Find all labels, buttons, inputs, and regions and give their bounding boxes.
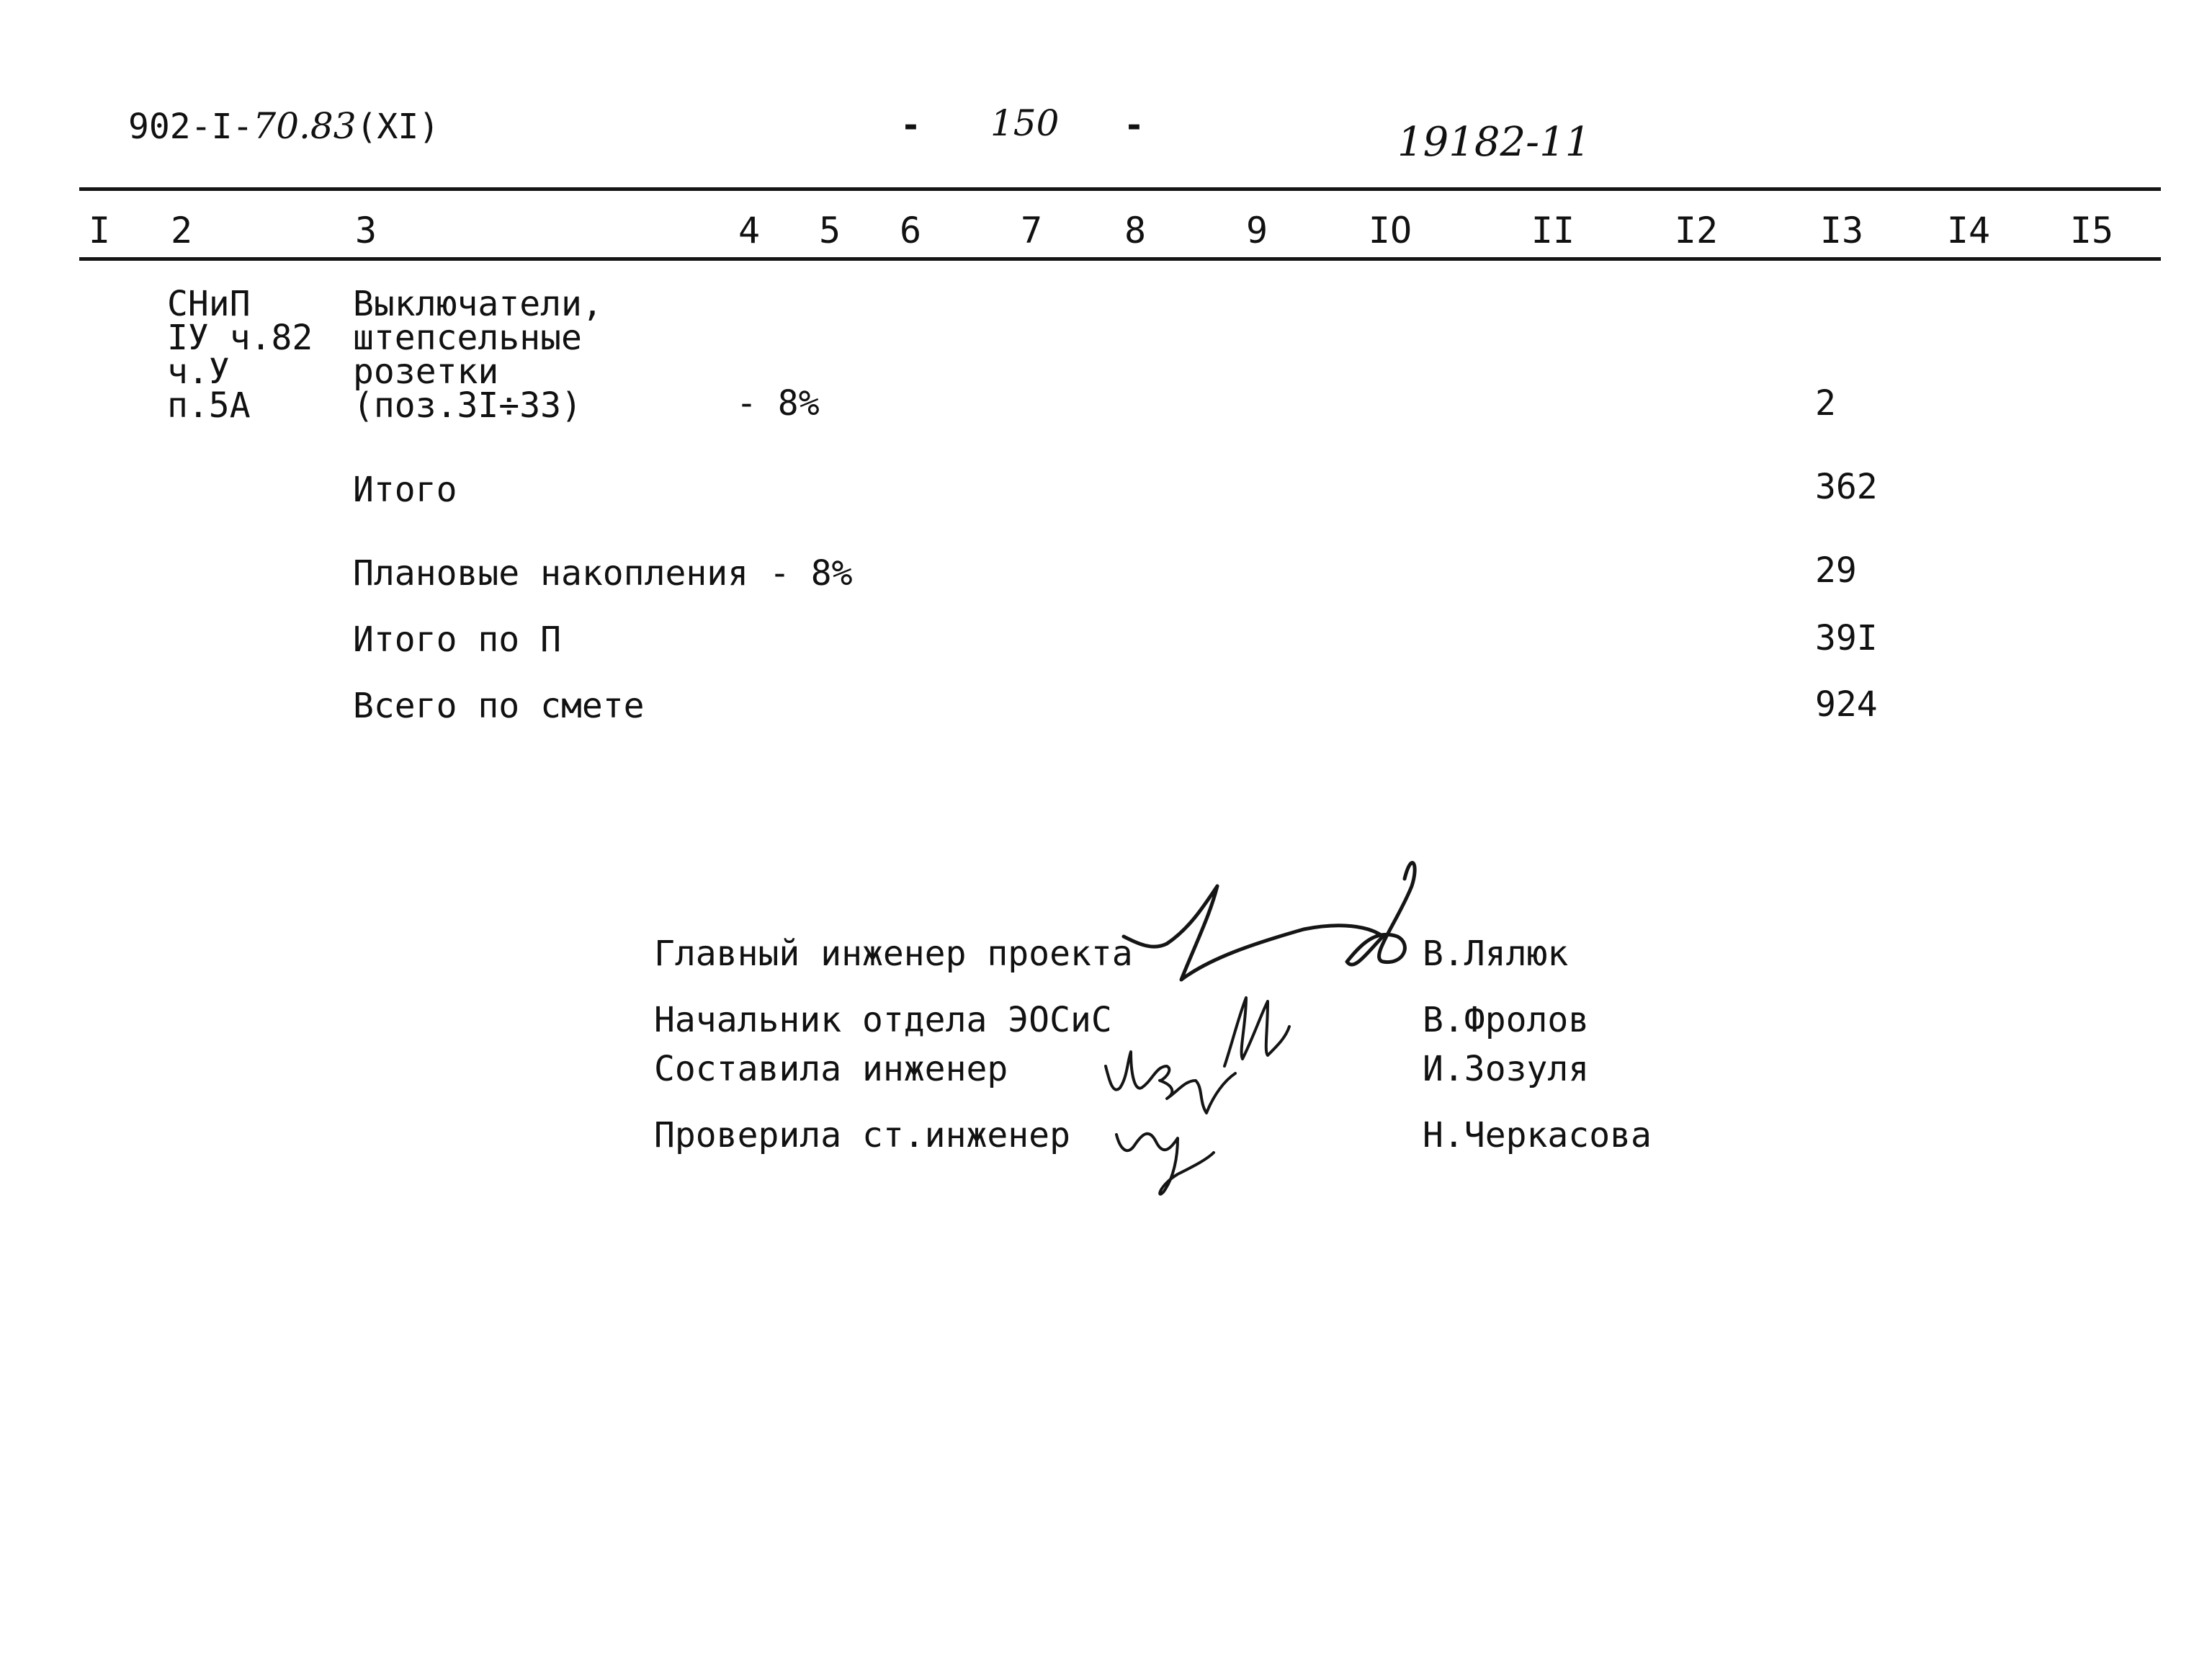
- archive-number: 19182-11: [1397, 119, 1591, 166]
- column-number: I: [88, 210, 111, 251]
- signature-name: В.Лялюк: [1423, 934, 1569, 974]
- signature-name: В.Фролов: [1423, 1000, 1590, 1040]
- column-number: 6: [899, 210, 922, 251]
- column-number: IO: [1368, 210, 1412, 251]
- column-number: I4: [1946, 210, 1991, 251]
- handwritten-signature-compiler: [1098, 1037, 1242, 1117]
- reference-line: IУ ч.82: [167, 318, 313, 358]
- signature-role: Главный инженер проекта: [654, 934, 1133, 974]
- total-value: 39I: [1815, 618, 1878, 658]
- description-line: (поз.3I÷33): [353, 385, 582, 426]
- column-number: 7: [1020, 210, 1043, 251]
- handwritten-signature-checker: [1106, 1113, 1221, 1207]
- column-number: I3: [1819, 210, 1864, 251]
- column-number: 5: [818, 210, 841, 251]
- total-label: Итого по П: [353, 620, 561, 660]
- signature-name: И.Зозуля: [1423, 1049, 1590, 1089]
- total-label: Итого: [353, 470, 457, 510]
- page-dash-left: -: [900, 105, 921, 146]
- doc-code-handwritten: 70.83: [253, 105, 357, 147]
- doc-code-suffix: (XI): [356, 107, 440, 147]
- reference-line: СНиП: [167, 284, 251, 324]
- description-line: розетки: [353, 352, 499, 392]
- total-value: 29: [1815, 550, 1857, 591]
- reference-line: ч.У: [167, 352, 230, 392]
- total-value: 362: [1815, 467, 1878, 507]
- total-label: Всего по смете: [353, 686, 645, 726]
- page-dash-right: -: [1124, 105, 1145, 146]
- doc-code-prefix: 902-I-: [128, 107, 254, 147]
- doc-code: [128, 105, 440, 147]
- header-rule-top: [79, 187, 2161, 191]
- column-number: 8: [1124, 210, 1147, 251]
- signature-role: Составила инженер: [654, 1049, 1008, 1089]
- row-col13-value: 2: [1815, 383, 1836, 424]
- description-line: штепсельные: [353, 318, 582, 358]
- signature-role: Проверила ст.инженер: [654, 1115, 1070, 1155]
- column-number: I2: [1674, 210, 1719, 251]
- column-number: 4: [738, 210, 761, 251]
- row-factor: - 8%: [736, 383, 820, 424]
- page-number: 150: [990, 102, 1060, 144]
- total-label: Плановые накопления - 8%: [353, 553, 853, 594]
- reference-line: п.5А: [167, 385, 251, 426]
- column-number: 3: [354, 210, 377, 251]
- description-line: Выключатели,: [353, 284, 603, 324]
- signature-role: Начальник отдела ЭОСиС: [654, 1000, 1112, 1040]
- column-number: II: [1531, 210, 1575, 251]
- row-reference: [167, 284, 313, 426]
- column-number: 9: [1245, 210, 1268, 251]
- signature-name: Н.Черкасова: [1423, 1115, 1652, 1155]
- row-description: [353, 284, 603, 426]
- header-rule-bottom: [79, 257, 2161, 261]
- handwritten-signature-chief-engineer: [1109, 836, 1455, 994]
- total-value: 924: [1815, 684, 1878, 725]
- column-number: I5: [2069, 210, 2114, 251]
- column-number: 2: [170, 210, 193, 251]
